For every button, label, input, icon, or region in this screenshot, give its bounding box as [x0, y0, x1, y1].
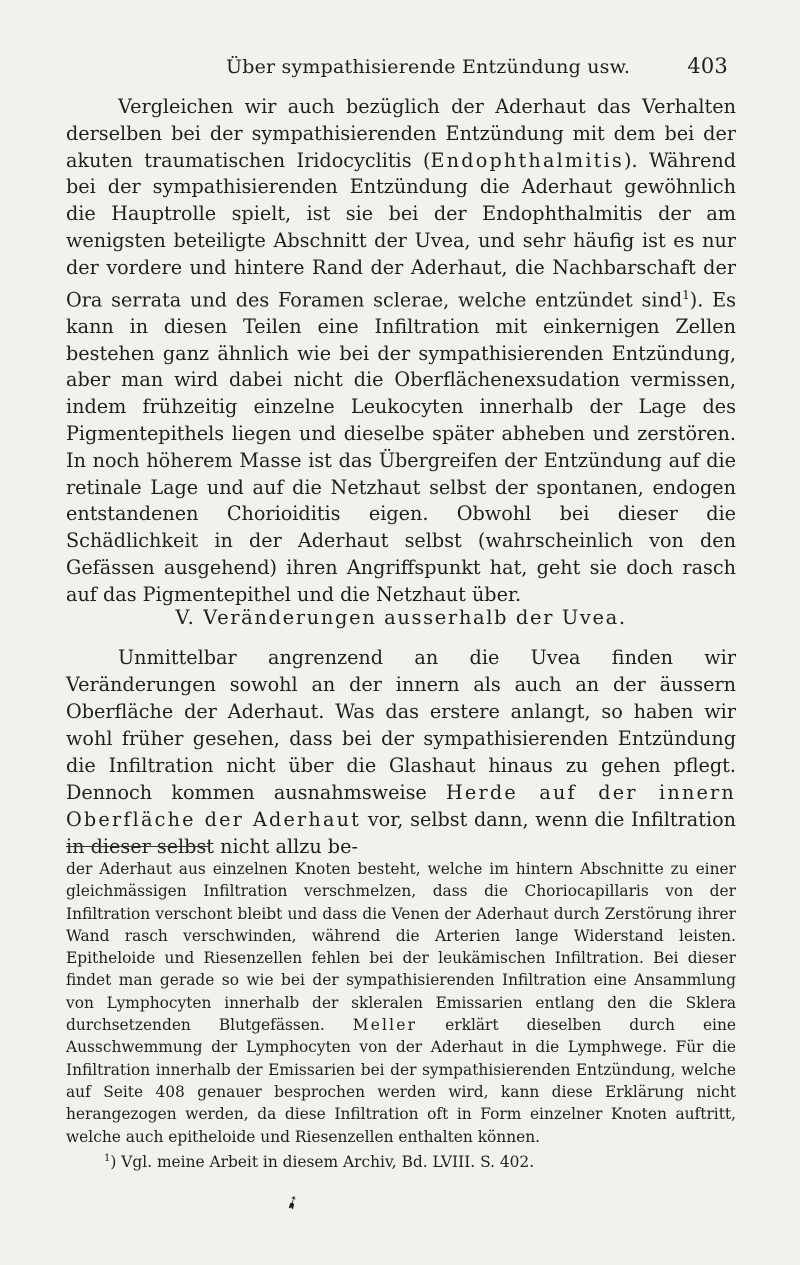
printer-mark: ➹	[280, 1189, 305, 1216]
page-number: 403	[687, 54, 728, 78]
running-head	[66, 52, 728, 82]
author-name: Meller	[352, 1016, 418, 1035]
section-heading: V. Veränderungen ausserhalb der Uvea.	[175, 606, 627, 629]
spaced-term: Herde auf der innern Oberfläche der Aderhaut	[66, 781, 736, 831]
spaced-term: Endophthalmitis	[430, 148, 624, 172]
section-v-body	[66, 644, 736, 860]
section-iv-body	[66, 94, 736, 609]
footnote-1: $^1$) Vgl. meine Arbeit in diesem Archiv, Bd. LVIII. S. 402.	[104, 1152, 535, 1171]
footnote-continued: der Aderhaut aus einzelnen Knoten besteht, welche im hintern Abschnitte zu einer gleichmässigen Infiltration verschmelzen, dass die Choriocapillaris von der Infiltration verschont bleibt und dass die Venen der Aderhaut durch Zerstörung ihrer Wand rasch verschwinden, während die Arterien lange Widerstand leisten. Epitheloide und Riesenzellen fehlen bei der leukämischen Infiltration. Bei dieser findet man gerade so wie bei der sympathisierenden Infiltration eine Ansammlung von Lymphocyten innerhalb der skleralen Emissarien entlang den die Sklera durchsetzenden Blutgefässen. Meller erklärt dieselben durch eine Ausschwemmung der Lymphocyten von der Aderhaut in die Lymphwege. Für die Infiltration innerhalb der Emissarien bei der sympathisierenden Entzündung, welche auf Seite 408 genauer besprochen werden wird, kann diese Erklärung nicht herangezogen werden, da diese Infiltration oft in Form einzelner Knoten auftritt, welche auch epitheloide und Riesenzellen enthalten können.	[66, 860, 736, 1146]
paragraph: Vergleichen wir auch bezüglich der Aderhaut das Verhalten derselben bei der sympathisierenden Entzündung mit dem bei der akuten traumatischen Iridocyclitis (Endophthalmitis). Während bei der sympathisierenden Entzündung die Aderhaut gewöhnlich die Hauptrolle spielt, ist sie bei der Endophthalmitis der am wenigsten beteiligte Abschnitt der Uvea, und sehr häufig ist es nur der vordere und hintere Rand der Aderhaut, die Nachbarschaft der Ora serrata und des Foramen sclerae, welche entzündet sind$^1$). Es kann in diesen Teilen eine Infiltration mit einkernigen Zellen bestehen ganz ähnlich wie bei der sympathisierenden Entzündung, aber man wird dabei nicht die Oberflächenexsudation vermissen, indem frühzeitig einzelne Leukocyten innerhalb der Lage des Pigmentepithels liegen und dieselbe später abheben und zerstören. In noch höherem Masse ist das Übergreifen der Entzündung auf die retinale Lage und auf die Netzhaut selbst der spontanen, endogen entstandenen Chorioiditis eigen. Obwohl bei dieser die Schädlichkeit in der Aderhaut selbst (wahrscheinlich von den Gefässen ausgehend) ihren Angriffspunkt hat, geht sie doch rasch auf das Pigmentepithel und die Netzhaut über.	[66, 95, 736, 606]
running-title: Über sympathisierende Entzündung usw.	[226, 56, 631, 78]
paragraph: Unmittelbar angrenzend an die Uvea finden wir Veränderungen sowohl an der innern als auch an der äussern Oberfläche der Aderhaut. Was das erstere anlangt, so haben wir wohl früher gesehen, dass bei der sympathisierenden Entzündung die Infiltration nicht über die Glashaut hinaus zu gehen pflegt. Dennoch kommen ausnahmsweise Herde auf der innern Oberfläche der Aderhaut vor, selbst dann, wenn die Infiltration in dieser selbst nicht allzu be-	[66, 646, 736, 858]
footnote-ref: 1	[682, 287, 690, 302]
footnote-marker: 1	[104, 1152, 111, 1164]
footnotes	[66, 858, 736, 1173]
footnote-rule	[66, 846, 210, 847]
